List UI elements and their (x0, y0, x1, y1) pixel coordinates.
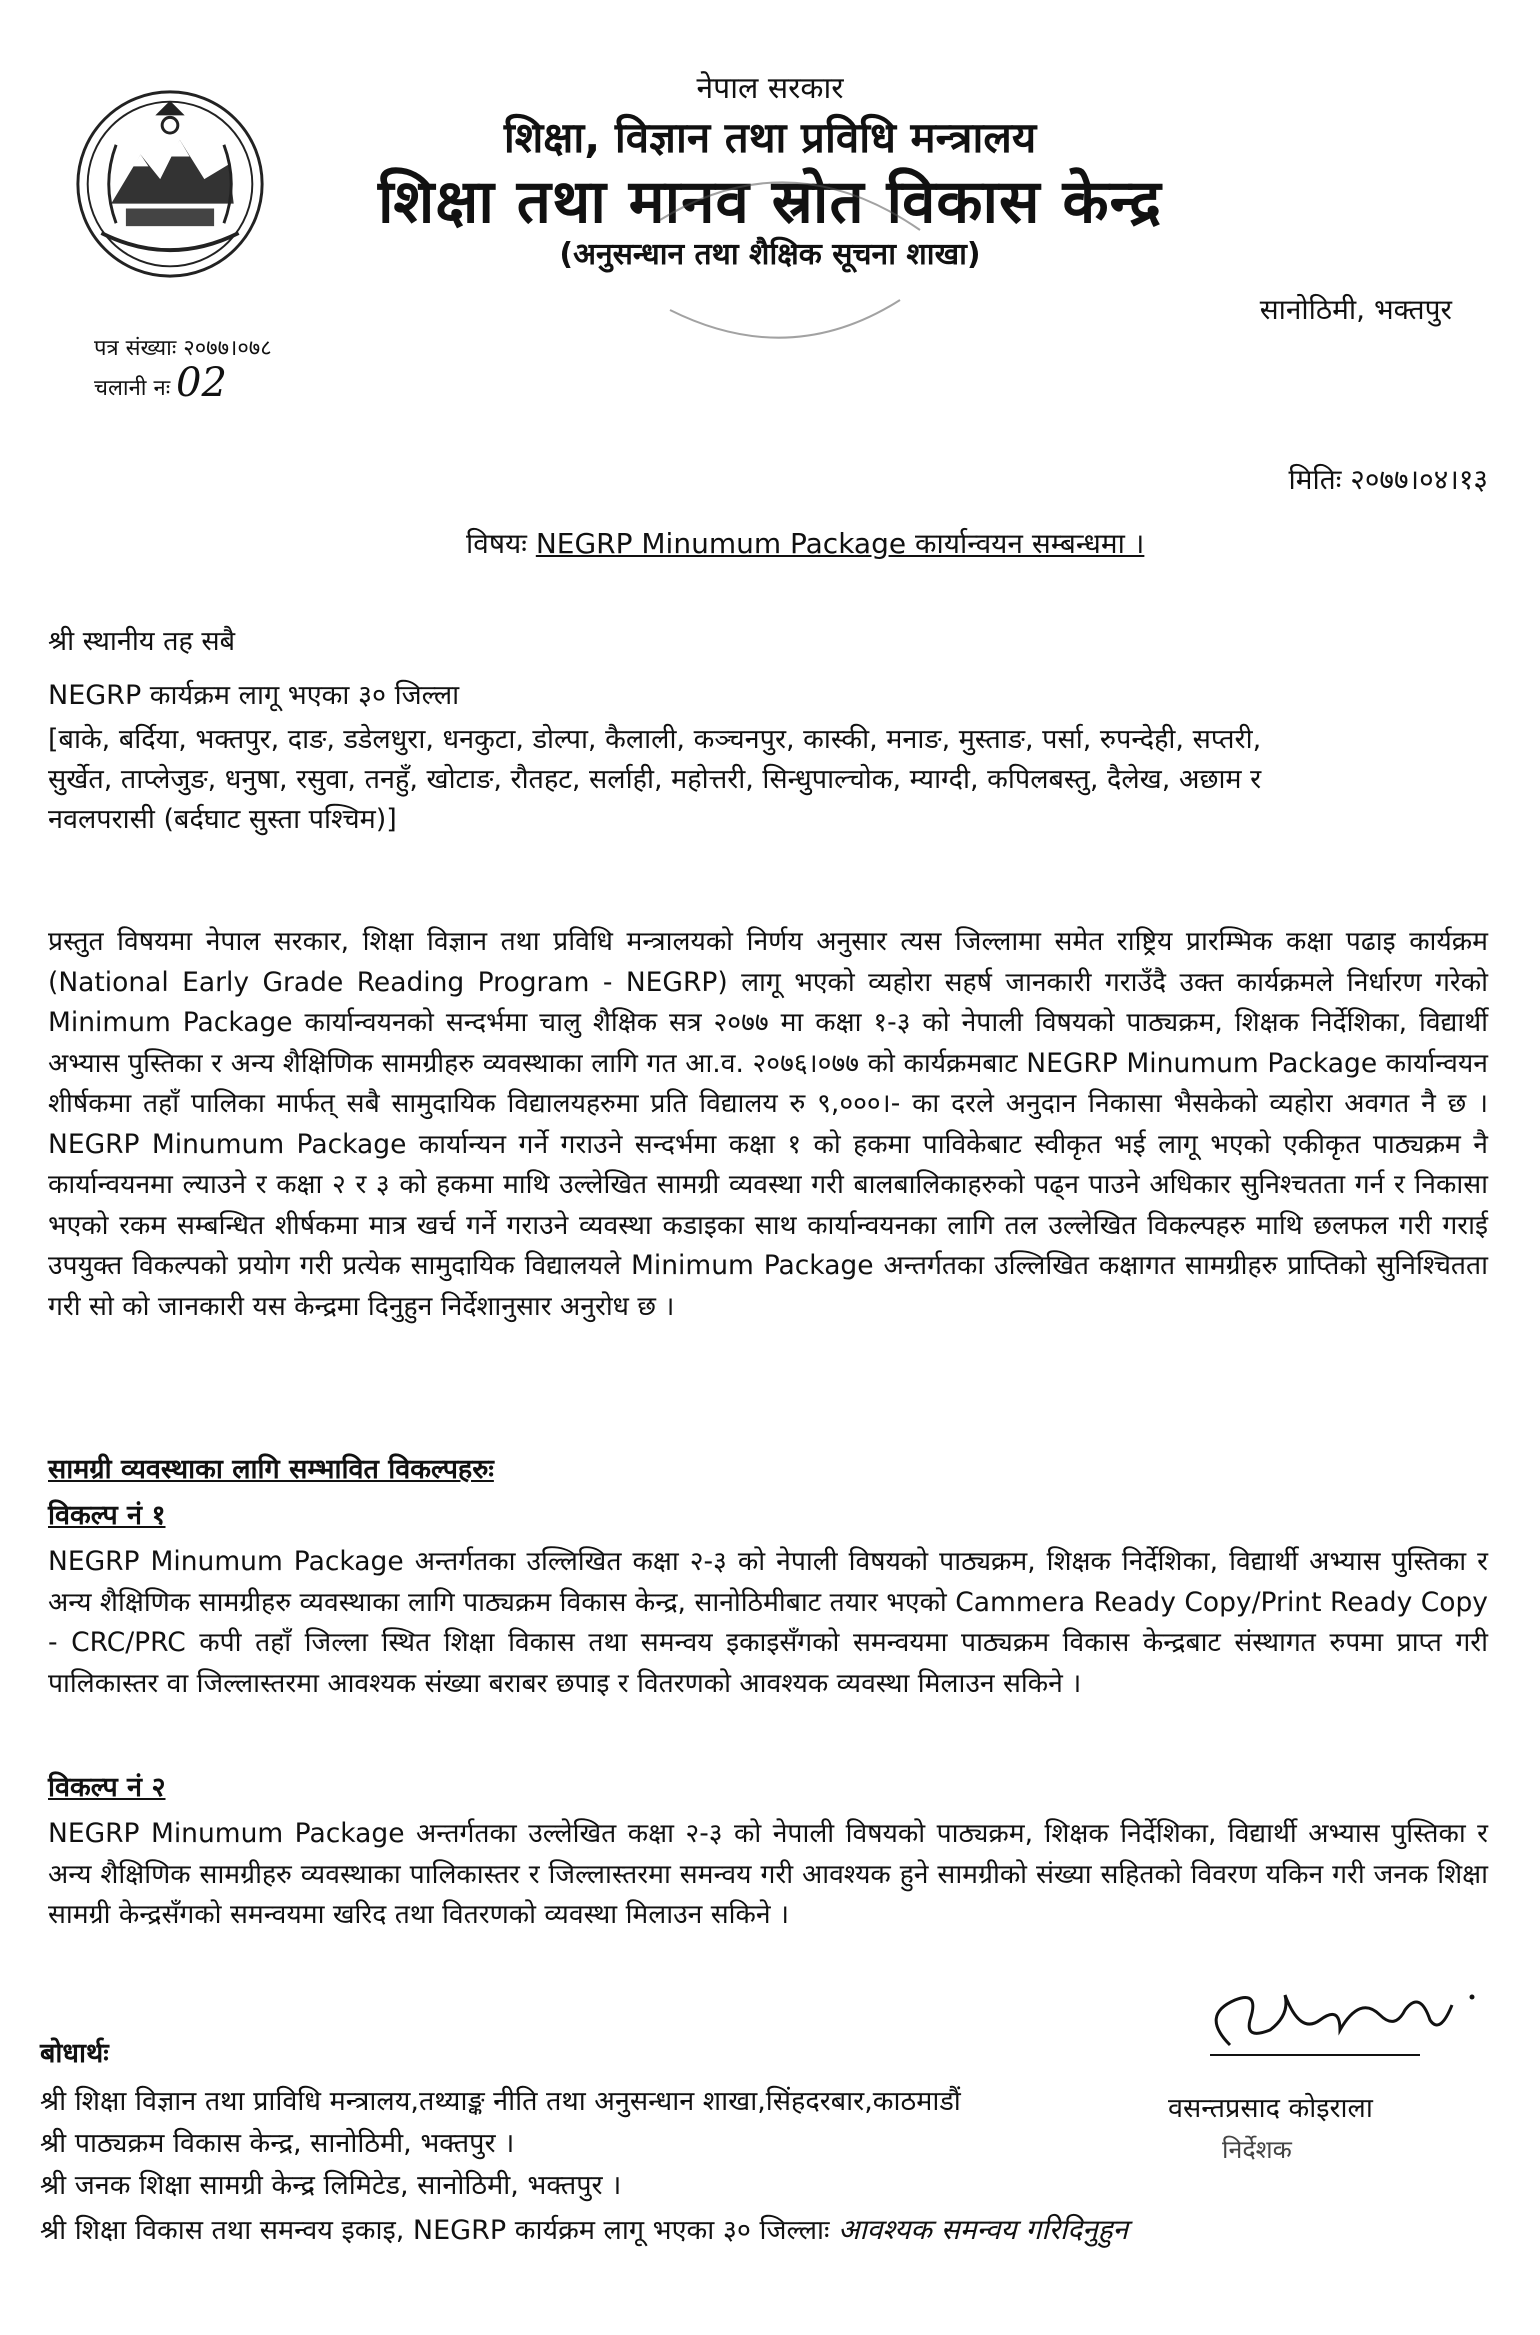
ministry-title: शिक्षा, विज्ञान तथा प्रविधि मन्त्रालय (503, 113, 1037, 162)
signatory-name: वसन्तप्रसाद कोइराला (1168, 2093, 1373, 2124)
cc-item: श्री पाठ्यक्रम विकास केन्द्र, सानोठिमी, भक्तपुर । (40, 2128, 515, 2159)
branch-title: (अनुसन्धान तथा शैक्षिक सूचना शाखा) (559, 237, 981, 272)
office-location: सानोठिमी, भक्तपुर (1259, 293, 1452, 326)
option-1-heading: विकल्प नं १ (48, 1500, 166, 1531)
subject-line (466, 524, 1144, 562)
addressee-line-1: श्री स्थानीय तह सबै (48, 626, 236, 657)
option-2-text: NEGRP Minumum Package अन्तर्गतका उल्लेखित कक्षा २-३ को नेपाली विषयको पाठ्यक्रम, शिक्षक निर्देशिका, विद्यार्थी अभ्यास पुस्तिका र अन्य शैक्षिणिक सामग्रीहरु व्यवस्थाका पालिकास्तर र जिल्लास्तरमा समन्वय गरी आवश्यक हुने सामग्रीको संख्या सहितको विवरण यकिन गरी जनक शिक्षा सामग्री केन्द्रसँगको समन्वयमा खरिद तथा वितरणको व्यवस्था मिलाउन सकिने । (48, 1818, 1488, 1930)
districts-line-1: [बाके, बर्दिया, भक्तपुर, दाङ, डडेलधुरा, धनकुटा, डोल्पा, कैलाली, कञ्चनपुर, कास्की, मनाङ, मुस्ताङ, पर्सा, रुपन्देही, सप्तरी, (48, 724, 1262, 755)
letter-date: मितिः २०७७।०४।१३ (1288, 463, 1488, 496)
cc-item: श्री जनक शिक्षा सामग्री केन्द्र लिमिटेड, सानोठिमी, भक्तपुर । (40, 2170, 622, 2201)
addressee-line-2: NEGRP कार्यक्रम लागू भएका ३० जिल्ला (48, 680, 460, 711)
cc-item: श्री शिक्षा विकास तथा समन्वय इकाइ, NEGRP कार्यक्रम लागू भएका ३० जिल्लाः (40, 2215, 830, 2246)
center-title: शिक्षा तथा मानव स्रोत विकास केन्द्र (378, 167, 1162, 237)
option-1-text: NEGRP Minumum Package अन्तर्गतका उल्लिखित कक्षा २-३ को नेपाली विषयको पाठ्यक्रम, शिक्षक निर्देशिका, विद्यार्थी अभ्यास पुस्तिका र अन्य शैक्षिणिक सामग्रीहरु व्यवस्थाका लागि पाठ्यक्रम विकास केन्द्र, सानोठिमीबाट तयार भएको Cammera Ready Copy/Print Ready Copy - CRC/PRC कपी तहाँ जिल्ला स्थित शिक्षा विकास तथा समन्वय इकाइसँगको समन्वयमा पाठ्यक्रम विकास केन्द्रबाट संस्थागत रुपमा प्राप्त गरी पालिकास्तर वा जिल्लास्तरमा आवश्यक संख्या बराबर छपाइ र वितरणको आवश्यक व्यवस्था मिलाउन सकिने । (48, 1546, 1488, 1699)
government-title: नेपाल सरकार (696, 71, 844, 106)
options-heading: सामग्री व्यवस्थाका लागि सम्भावित विकल्पहरुः (48, 1454, 494, 1485)
letter-number: पत्र संख्याः २०७७।०७८ (94, 336, 272, 361)
main-paragraph: प्रस्तुत विषयमा नेपाल सरकार, शिक्षा विज्ञान तथा प्रविधि मन्त्रालयको निर्णय अनुसार त्यस जिल्लामा समेत राष्ट्रिय प्रारम्भिक कक्षा पढाइ कार्यक्रम (National Early Grade Reading Program - NEGRP) लागू भएको व्यहोरा सहर्ष जानकारी गराउँदै उक्त कार्यक्रमले निर्धारण गरेको Minimum Package कार्यान्वयनको सन्दर्भमा चालु शैक्षिक सत्र २०७७ मा कक्षा १-३ को नेपाली विषयको पाठ्यक्रम, शिक्षक निर्देशिका, विद्यार्थी अभ्यास पुस्तिका र अन्य शैक्षिणिक सामग्रीहरु व्यवस्थाका लागि गत आ.व. २०७६।०७७ को कार्यक्रमबाट NEGRP Minumum Package कार्यान्वयन शीर्षकमा तहाँ पालिका मार्फत् सबै सामुदायिक विद्यालयहरुमा प्रति विद्यालय रु ९,०००।- का दरले अनुदान निकासा भैसकेको व्यहोरा अवगत नै छ । NEGRP Minumum Package कार्यान्यन गर्ने गराउने सन्दर्भमा कक्षा १ को हकमा पाविकेबाट स्वीकृत भई लागू भएको एकीकृत पाठ्यक्रम नै कार्यान्वयनमा ल्याउने र कक्षा २ र ३ को हकमा माथि उल्लेखित सामग्री व्यवस्था गरी बालबालिकाहरुको पढ्न पाउने अधिकार सुनिश्चतता गर्न र निकासा भएको रकम सम्बन्धित शीर्षकमा मात्र खर्च गर्ने गराउने व्यवस्था कडाइका साथ कार्यान्वयनका लागि तल उल्लेखित विकल्पहरु माथि छलफल गरी गराई उपयुक्त विकल्पको प्रयोग गरी प्रत्येक सामुदायिक विद्यालयले Minimum Package अन्तर्गतका उल्लिखित कक्षागत सामग्रीहरु प्राप्तिको सुनिश्चितता गरी सो को जानकारी यस केन्द्रमा दिनुहुन निर्देशानुसार अनुरोध छ । (48, 926, 1488, 1322)
subject-text: NEGRP Minumum Package कार्यान्वयन सम्बन्धमा । (535, 527, 1145, 560)
cc-item: श्री शिक्षा विज्ञान तथा प्राविधि मन्त्रालय,तथ्याङ्क नीति तथा अनुसन्धान शाखा,सिंहदरबार,काठमाडौं (40, 2086, 961, 2117)
districts-line-2: सुर्खेत, ताप्लेजुङ, धनुषा, रसुवा, तनहुँ, खोटाङ, रौतहट, सर्लाही, महोत्तरी, सिन्धुपाल्चोक, म्याग्दी, कपिलबस्तु, दैलेख, अछाम र (48, 764, 1262, 795)
dispatch-number: 02 (176, 360, 227, 406)
signature-icon (1190, 1975, 1480, 2070)
dispatch-label: चलानी नः (94, 376, 171, 401)
districts-line-3: नवलपरासी (बर्दघाट सुस्ता पश्चिम)] (48, 804, 397, 835)
signatory-title: निर्देशक (1222, 2135, 1292, 2164)
cc-handwritten-note: आवश्यक समन्वय गरिदिनुहुन (838, 2213, 1129, 2246)
office-stamp-icon (600, 160, 980, 350)
cc-item-last (40, 2210, 1128, 2251)
option-2-heading: विकल्प नं २ (48, 1772, 166, 1803)
subject-label: विषयः (466, 527, 527, 560)
cc-label: बोधार्थः (40, 2038, 109, 2069)
